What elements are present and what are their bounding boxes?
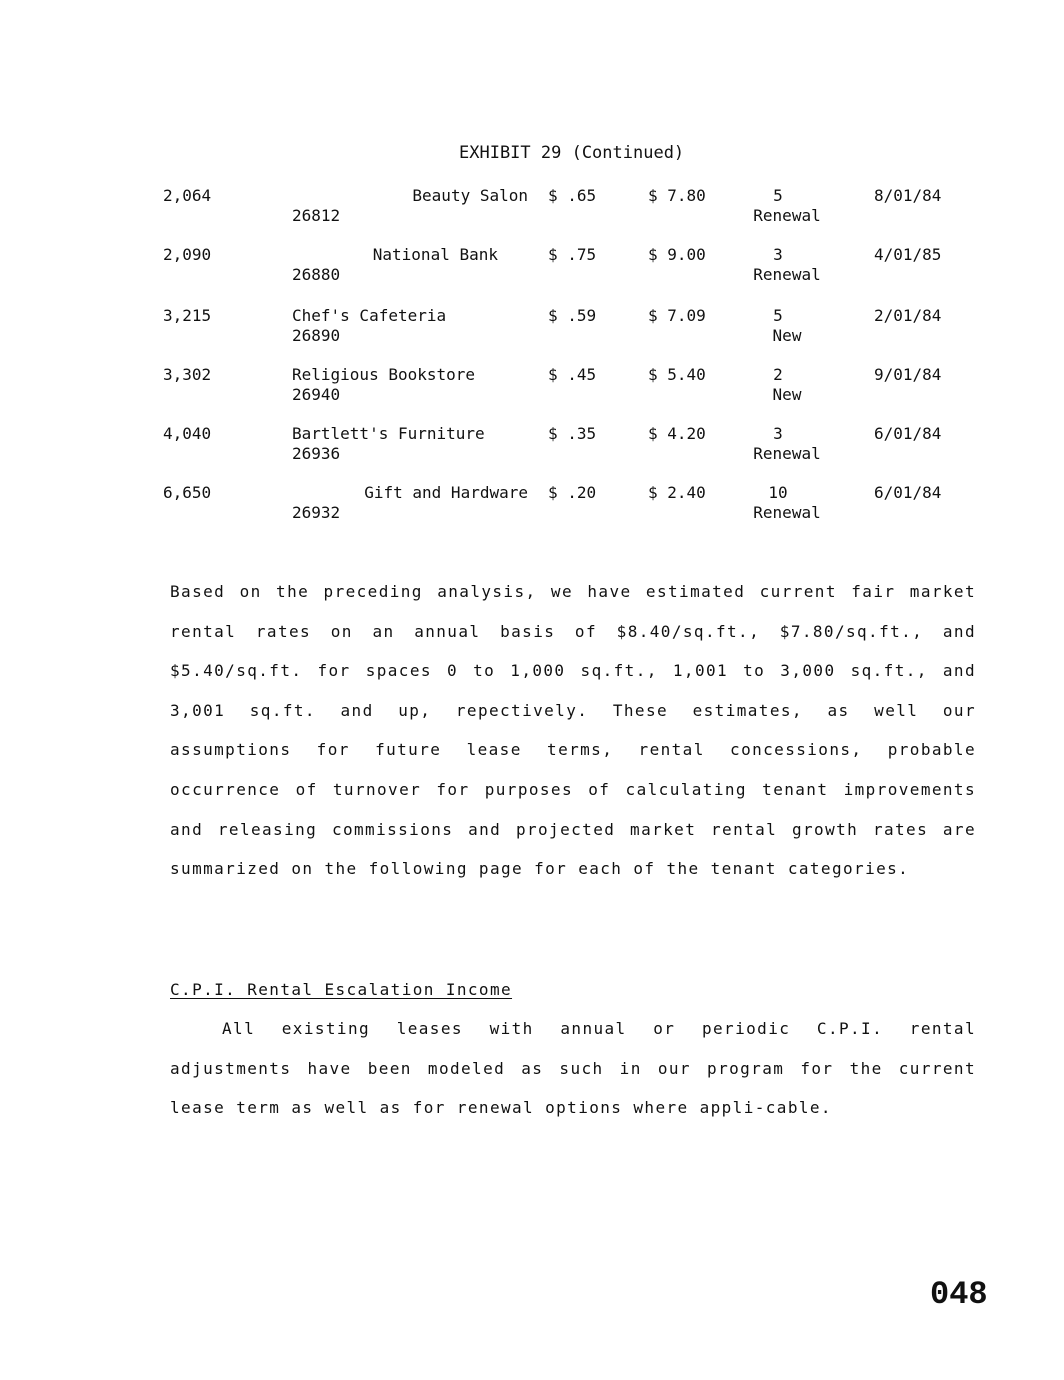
monthly-rate: $ .45: [548, 365, 597, 384]
lease-term: 2: [773, 365, 783, 384]
area-cell: 2,064: [163, 186, 212, 205]
annual-rate: $ 5.40: [648, 365, 706, 384]
tenant-number: 26880: [292, 265, 341, 284]
tenant-name: National Bank: [372, 245, 498, 264]
exhibit-title: EXHIBIT 29 (Continued): [459, 143, 685, 163]
tenant-name: Chef's Cafeteria: [292, 306, 447, 325]
table-row: [0, 245, 1064, 293]
table-row: [0, 483, 1064, 531]
start-date: 2/01/84: [874, 306, 942, 325]
annual-rate: $ 2.40: [648, 483, 706, 502]
cpi-paragraph: All existing leases with annual or periodic C.P.I. rental adjustments have been modeled as such in our program for the current lease term as well as for renewal options where appli-cable.: [170, 1019, 976, 1118]
area-cell: 4,040: [163, 424, 212, 443]
lease-type: New: [772, 326, 802, 345]
start-date: 6/01/84: [874, 424, 942, 443]
annual-rate: $ 7.09: [648, 306, 706, 325]
start-date: 8/01/84: [874, 186, 942, 205]
table-row: [0, 424, 1064, 472]
lease-type: Renewal: [753, 206, 821, 225]
annual-rate: $ 9.00: [648, 245, 706, 264]
table-row: [0, 365, 1064, 413]
lease-type: New: [772, 385, 802, 404]
tenant-number: 26940: [292, 385, 341, 404]
section-heading: C.P.I. Rental Escalation Income: [170, 980, 513, 999]
lease-term: 10: [768, 483, 788, 502]
page-number: 048: [930, 1276, 988, 1313]
lease-term: 3: [773, 245, 783, 264]
start-date: 4/01/85: [874, 245, 942, 264]
table-row: [0, 186, 1064, 234]
annual-rate: $ 4.20: [648, 424, 706, 443]
monthly-rate: $ .20: [548, 483, 597, 502]
start-date: 6/01/84: [874, 483, 942, 502]
lease-type: Renewal: [753, 265, 821, 284]
lease-term: 3: [773, 424, 783, 443]
monthly-rate: $ .65: [548, 186, 597, 205]
monthly-rate: $ .75: [548, 245, 597, 264]
area-cell: 2,090: [163, 245, 212, 264]
start-date: 9/01/84: [874, 365, 942, 384]
lease-type: Renewal: [753, 444, 821, 463]
lease-term: 5: [773, 306, 783, 325]
area-cell: 3,302: [163, 365, 212, 384]
lease-type: Renewal: [753, 503, 821, 522]
tenant-name: Beauty Salon: [412, 186, 528, 205]
monthly-rate: $ .59: [548, 306, 597, 325]
table-row: [0, 306, 1064, 354]
tenant-name: Bartlett's Furniture: [292, 424, 485, 443]
tenant-name: Gift and Hardware: [364, 483, 528, 502]
lease-term: 5: [773, 186, 783, 205]
area-cell: 3,215: [163, 306, 212, 325]
tenant-number: 26890: [292, 326, 341, 345]
tenant-number: 26936: [292, 444, 341, 463]
tenant-number: 26932: [292, 503, 341, 522]
tenant-name: Religious Bookstore: [292, 365, 476, 384]
analysis-paragraph: Based on the preceding analysis, we have estimated current fair market rental rates on an annual basis of $8.40/sq.ft., $7.80/sq.ft., and $5.40/sq.ft. for spaces 0 to 1,000 sq.ft., 1,001 to 3,000 sq.ft., and 3,001 sq.ft. and up, repectively. These estimates, as well our assumptions for future lease terms, rental concessions, probable occurrence of turnover for purposes of calculating tenant improvements and releasing commissions and projected market rental growth rates are summarized on the following page for each of the tenant categories.: [170, 582, 976, 879]
tenant-number: 26812: [292, 206, 341, 225]
area-cell: 6,650: [163, 483, 212, 502]
monthly-rate: $ .35: [548, 424, 597, 443]
annual-rate: $ 7.80: [648, 186, 706, 205]
